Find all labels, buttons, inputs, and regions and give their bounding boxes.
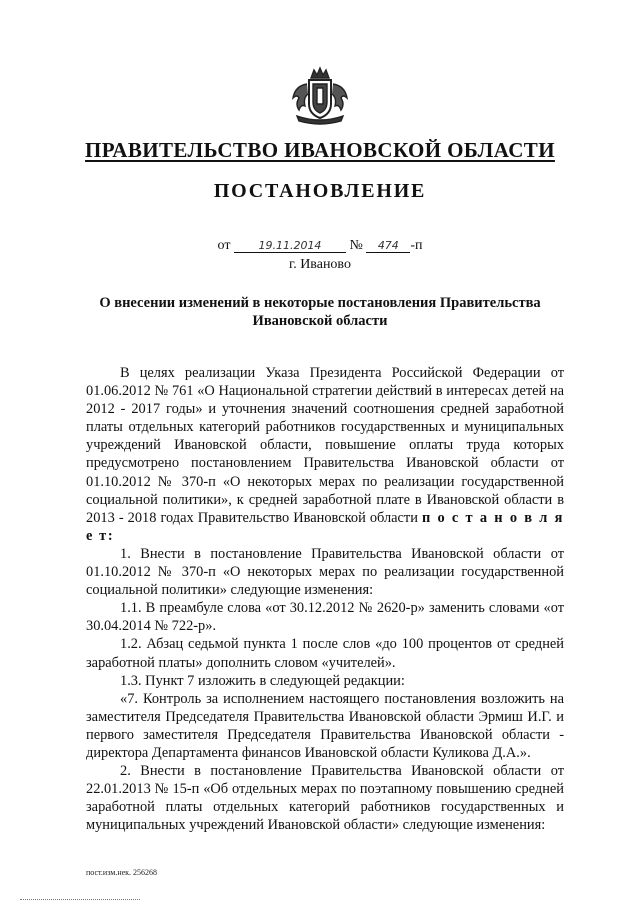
paragraph-1-1: 1.1. В преамбуле слова «от 30.12.2012 № 2620-р» заменить словами «от 30.04.2014 № 722-р». bbox=[86, 600, 564, 635]
footer-code: пост.изм.нек. 256268 bbox=[86, 868, 158, 877]
intro-paragraph bbox=[86, 364, 564, 545]
resolves-word: п о с т а н о в л я е т: bbox=[86, 509, 564, 544]
document-body bbox=[86, 364, 564, 834]
city: г. Иваново bbox=[289, 257, 351, 272]
intro-text: В целях реализации Указа Президента Российской Федерации от 01.06.2012 № 761 «О Национальной стратегии действий в интересах детей на 2012 - 2017 годы» и уточнения значений соотношения средней заработной платы отдельных категорий работников государственных и муниципальных учреждений Ивановской области, повышение оплаты труда которых предусмотрено постановлением Правительства Ивановской области от 01.10.2012 № 370-п «О некоторых мерах по реализации государственной социальной политики», к средней заработной плате в Ивановской области в 2013 - 2018 годах Правительство Ивановской области bbox=[86, 365, 564, 526]
government-title bbox=[0, 138, 640, 163]
document-type: ПОСТАНОВЛЕНИЕ bbox=[213, 180, 427, 202]
paragraph-7-quote: «7. Контроль за исполнением настоящего постановления возложить на заместителя Председателя Правительства Ивановской области Эрмиш И.Г. и первого заместителя Председателя Правительства Ивановской области - директора Департамента финансов Ивановской области Куликова Д.А.». bbox=[86, 690, 564, 761]
document-subject: О внесении изменений в некоторые постановления Правительства Ивановской области bbox=[99, 295, 541, 329]
paragraph-1: 1. Внести в постановление Правительства Ивановской области от 01.10.2012 № 370-п «О некоторых мерах по реализации государственной социальной политики» следующие изменения: bbox=[86, 545, 564, 599]
date-prefix: от bbox=[217, 238, 231, 253]
paragraph-2: 2. Внести в постановление Правительства Ивановской области от 22.01.2013 № 15-п «Об отдельных мерах по поэтапному повышению средней заработной платы отдельных категорий работников государственных и муниципальных учреждений Ивановской области» следующие изменения: bbox=[86, 763, 564, 834]
paragraph-1-3: 1.3. Пункт 7 изложить в следующей редакции: bbox=[120, 672, 405, 689]
number-suffix: -п bbox=[410, 238, 423, 253]
handwritten-date: 19.11.2014 bbox=[234, 239, 346, 253]
government-name: ПРАВИТЕЛЬСТВО ИВАНОВСКОЙ ОБЛАСТИ bbox=[85, 138, 555, 162]
handwritten-number: 474 bbox=[366, 239, 410, 253]
footer-dotted-line bbox=[20, 899, 140, 900]
date-number-line bbox=[0, 238, 640, 254]
paragraph-1-2: 1.2. Абзац седьмой пункта 1 после слов «до 100 процентов от средней заработной платы» дополнить словом «учителей». bbox=[86, 636, 564, 671]
coat-of-arms-icon bbox=[287, 64, 353, 126]
number-prefix: № bbox=[349, 238, 363, 253]
